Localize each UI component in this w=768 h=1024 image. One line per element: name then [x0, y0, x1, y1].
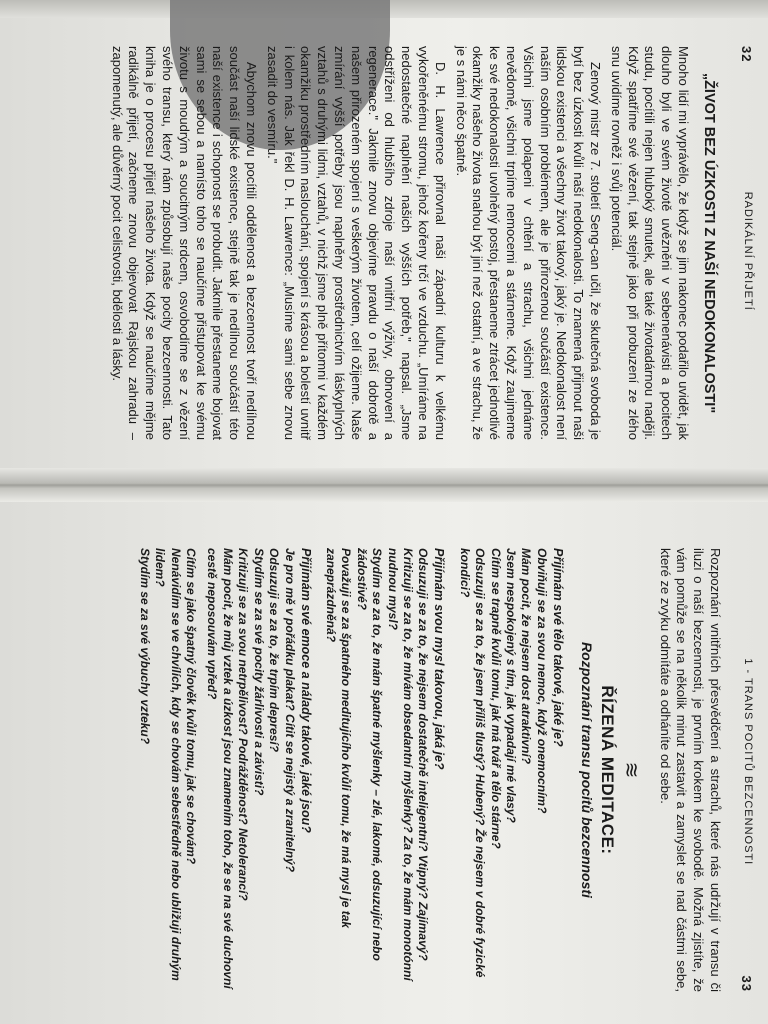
book-gutter [0, 468, 768, 502]
question-heading: Přijímám své tělo takové, jaké je? [550, 548, 565, 747]
question: Stydím se za své výbuchy vzteku? [137, 548, 152, 745]
right-page [68, 520, 768, 1020]
question-heading: Přijímám své emoce a nálady takové, jaké jsou? [298, 548, 313, 833]
page-number: 33 [739, 975, 754, 992]
question: Nenávidím se ve chvílích, kdy se chovám sebestředně nebo ubližuji druhým lidem? [153, 548, 183, 981]
question: Stydím se za své pocity žárlivosti a závisti? [251, 548, 266, 796]
question: Odsuzuji se za to, že nejsem dostatečně inteligentní? Vtipný? Zajímavý? [416, 548, 431, 961]
question: Jsem nespokojený s tím, jak vypadají mé vlasy? [504, 548, 518, 823]
paragraph: D. H. Lawrence přirovnal naši západní kulturu k velkému vykořeněnému stromu, jehož kořeny trčí ve vzduchu. „Umíráme na nedostatečné naplnění našich vyšších potřeb," napsal. „Jsme odstříženi od hlubšího zdroje naší vnitřní výživy, obnovení a regenerace." Jakmile znovu objevíme pravdu o naší dobrotě a našem přirozeném spojení s veškerým životem, celí ožijeme. Naše zmírání vyšší potřeby jsou naplněny prostřednictvím láskyplných vztahů s druhými lidmi, vztahů, v nichž jsme plně přítomni v každém okamžiku prostředním naslouchání, spojení s krásou a bolestí uvnitř i kolem nás. Jak řekl D. H. Lawrence: „Musíme sami sebe znovu zasadit do vesmíru." [264, 46, 448, 440]
intro-paragraph: Rozpoznání vnitřních přesvědčení a strachů, které nás udržují v transu či iluzi o naší bezcennosti, je prvním krokem ke svobodě. Možná zjistíte, že vám pomůže se na několik minut zastavit a zamyslet se nad částmi sebe, které ze zvyku odmítáte a odháníte od sebe. [657, 548, 723, 992]
running-head-title: 1 - TRANS POCITŮ BEZCENNOSTI [742, 658, 754, 866]
question: Mám pocit, že nejsem dost atraktivní? [519, 548, 534, 765]
question: Stydím se za to, že mám špatné myšlenky – zlé, lakomé, odsuzující nebo žádostivé? [354, 548, 385, 961]
question: Mám pocit, že můj vztek a úzkost jsou znamením toho, že se na své duchovní cestě neposouvám vpřed? [205, 548, 235, 989]
chapter-section-title: „ŽIVOT BEZ ÚZKOSTI Z NAŠÍ NEDOKONALOSTI" [701, 72, 717, 414]
running-head-title: RADIKÁLNÍ PŘIJETÍ [742, 191, 754, 311]
running-head [739, 548, 754, 992]
question: Odsuzuji se za to, že jsem příliš tlustý? Hubený? Že nejsem v dobré fyzické kondici? [457, 548, 488, 978]
question: Považuji se za špatného meditujícího kvůli tomu, že má mysl je tak zaneprázdněná? [323, 548, 354, 929]
question: Kritizuji se za svou netrpělivost? Podrážděnost? Netolerancí? [236, 548, 251, 901]
question: Cítím se trapně kvůli tomu, jak má tvář a tělo stárne? [488, 548, 503, 849]
meditation-title: ŘÍZENÁ MEDITACE: [597, 685, 617, 855]
left-page [68, 18, 768, 468]
paragraph: Mnoho lidí mi vyprávělo, že když se jim nakonec podařilo uvidět, jak dlouho byli ve svém životě uvězněni v sebenenávisti a pocitech studu, pocítili nejen hluboký smutek, ale také životadárnou naději. Když spatříme své vězení, tak stejně jako při probuzení ze zlého snu uvidíme rovněž i svůj potenciál. [608, 46, 691, 440]
meditation-subtitle: Rozpoznání transu pocitů bezcennosti [578, 642, 595, 898]
running-head [739, 46, 754, 440]
page-number: 32 [739, 46, 754, 63]
paragraph: Abychom znovu pocítili oddělenost a bezcennost tvoří nedílnou součást naší lidské existence, stejně tak je nedílnou součástí této naší existence i schopnost se probudit. Jakmile přestaneme bojovat sami se sebou a namísto toho se naučíme přistupovat ke svému životu s moudrým a soucitným srdcem, osvobodíme se z vězení svého transu, který nám způsobují naše pocity bezcennosti. Tato kniha je o procesu přijetí našeho života. Když se naučíme mějme radikálně přijetí, začneme znovu objevovat Rajskou zahradu – zapomenutý, ale důvěrný pocit celistvosti, bdělosti a lásky. [109, 46, 260, 440]
paragraph: Zenový mistr ze 7. století Seng-can učil, že skutečná svoboda je bytí bez úzkosti kvůli naší nedokonalosti. To znamená přijmout naši lidskou existenci a všechny život takový, jaký je. Nedokonalost není naším osobním problémem, ale je přirozenou součástí existence. Všichni jsme polapeni v chtění a strachu, všichni jednáme nevědomě, všichni trpíme nemocemi a stárneme. Když zaujmeme ke své nedokonalosti uvolněný postoj, přestaneme ztrácet jednotlivé okamžiky našeho života snahou být jiní než ostatní, a ve strachu, že je s námi něco špatně. [453, 46, 604, 440]
question: Cítím se jako špatný člověk kvůli tomu, jak se chovám? [184, 548, 199, 865]
question: Je pro mě v pořádku plakat? Cítit se nejistý a zranitelný? [282, 548, 297, 873]
question: Odsuzuji se za to, že trpím depresí? [267, 548, 282, 753]
question: Kritizuji se za to, že mívám obsedantní myšlenky? Za to, že mám monotónní nudnou mysl? [385, 548, 415, 981]
meditation-icon: ≋ [619, 761, 642, 779]
question: Obviňuji se za svou nemoc, když onemocním? [534, 548, 549, 814]
question-heading: Přijímám svou mysl takovou, jaká je? [432, 548, 447, 770]
